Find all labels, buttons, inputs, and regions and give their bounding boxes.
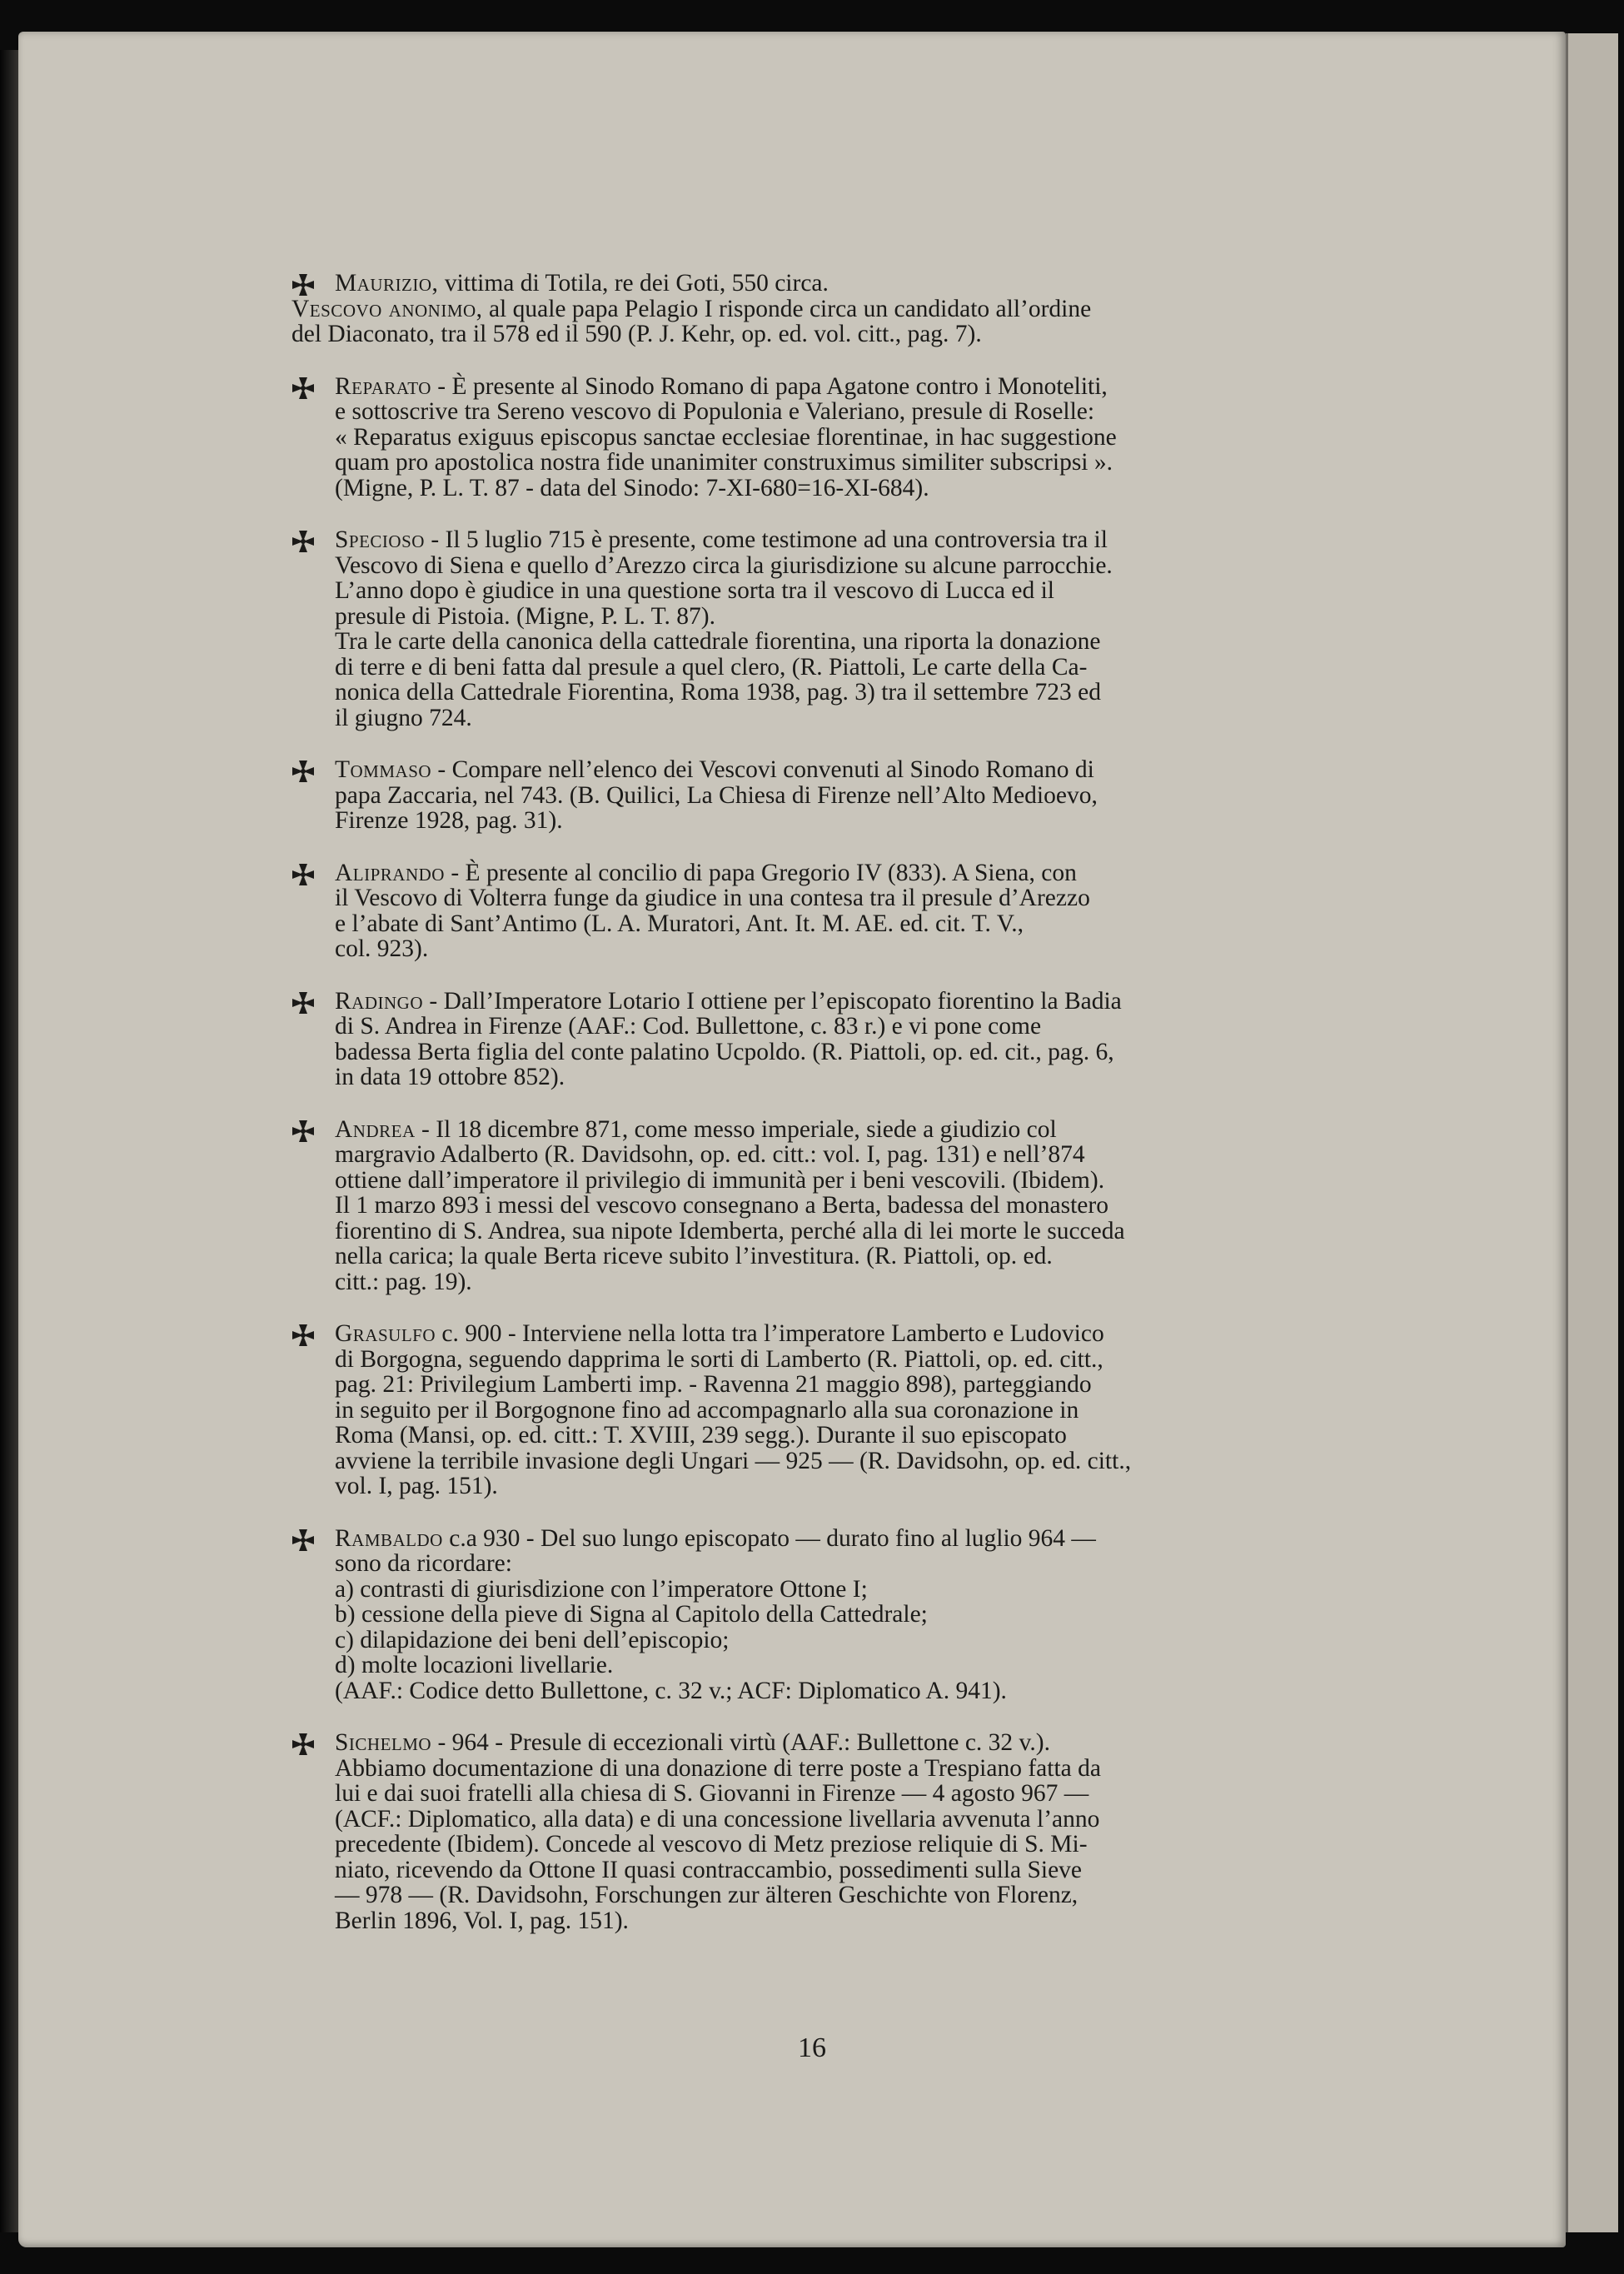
entry-line [335, 374, 1341, 400]
entry-line [335, 1117, 1341, 1143]
entry-line [335, 450, 1341, 476]
line-text: il Vescovo di Volterra funge da giudice in una contesa tra il presule d’Arezzo [335, 885, 1090, 911]
line-text: c.a 930 - Del suo lungo episcopato — durato fino al luglio 964 — [449, 1524, 1096, 1552]
entry-line [335, 1168, 1341, 1194]
line-text: di Borgogna, seguendo dapprima le sorti di Lamberto (R. Piattoli, op. ed. citt., [335, 1345, 1103, 1373]
bishop-entry [291, 297, 1341, 347]
entry-text [335, 989, 1341, 1090]
line-text: - È presente al concilio di papa Gregorio IV (833). A Siena, con [451, 859, 1077, 886]
line-text: e l’abate di Sant’Antimo (L. A. Muratori, Ant. It. M. AE. ed. cit. T. V., [335, 910, 1024, 937]
line-text: col. 923). [335, 935, 429, 962]
entry-line [335, 578, 1341, 604]
line-text: precedente (Ibidem). Concede al vescovo di Metz preziose reliquie di S. Mi- [335, 1831, 1088, 1858]
entry-line [335, 1678, 1341, 1704]
entry-line [335, 1551, 1341, 1577]
bishop-name: Reparato [335, 372, 431, 400]
page-number: 16 [798, 2032, 826, 2063]
bishop-entry [291, 1321, 1341, 1499]
entry-text [335, 374, 1341, 501]
entry-line [335, 706, 1341, 731]
entry-line [335, 989, 1341, 1015]
bishop-entry [291, 374, 1341, 501]
entry-line [335, 604, 1341, 630]
entry-line [291, 295, 1341, 322]
line-text: badessa Berta figlia del conte palatino Ucpoldo. (R. Piattoli, op. ed. cit., pag. 6, [335, 1038, 1114, 1065]
line-text: di terre e di beni fatta dal presule a quel clero, (R. Piattoli, Le carte della Ca- [335, 653, 1088, 681]
entry-line [335, 1040, 1341, 1065]
bishop-entry [291, 1730, 1341, 1933]
entry-line [335, 553, 1341, 579]
line-text: - Dall’Imperatore Lotario I ottiene per l’episcopato fiorentino la Badia [429, 987, 1122, 1015]
line-text: presule di Pistoia. (Migne, P. L. T. 87). [335, 602, 715, 630]
cross-pattee-icon [291, 991, 315, 1015]
entry-text [335, 1730, 1341, 1933]
entry-line [335, 1883, 1341, 1908]
page-left-shadow [0, 50, 20, 2232]
bishop-name: Andrea [335, 1115, 416, 1143]
line-text: pag. 21: Privilegium Lamberti imp. - Ravenna 21 maggio 898), parteggiando [335, 1371, 1092, 1398]
bishop-entry [291, 271, 1341, 297]
entry-line [335, 1244, 1341, 1269]
entry-line [335, 655, 1341, 681]
entry-line [335, 1858, 1341, 1883]
bishop-entry [291, 860, 1341, 962]
line-text: Abbiamo documentazione di una donazione di terre poste a Trespiano fatta da [335, 1754, 1101, 1782]
entry-line [335, 527, 1341, 553]
bishop-name: Aliprando [335, 859, 445, 886]
entry-line [335, 1193, 1341, 1219]
line-text: a) contrasti di giurisdizione con l’imperatore Ottone I; [335, 1575, 868, 1603]
entry-line [335, 936, 1341, 962]
cross-pattee-icon [291, 1528, 315, 1552]
entry-line [335, 1577, 1341, 1603]
bishop-name: Sichelmo [335, 1729, 432, 1756]
entry-text [335, 271, 1341, 297]
line-text: Firenze 1928, pag. 31). [335, 807, 563, 834]
entry-line [335, 629, 1341, 655]
entry-line [335, 808, 1341, 834]
entry-text [335, 527, 1341, 731]
cross-pattee-icon [291, 760, 315, 783]
entry-line [335, 1474, 1341, 1499]
bishop-name: Radingo [335, 987, 423, 1015]
line-text: sono da ricordare: [335, 1550, 512, 1577]
line-text: Il 1 marzo 893 i messi del vescovo consegnano a Berta, badessa del monastero [335, 1192, 1108, 1219]
entry-line [335, 1321, 1341, 1347]
entry-line [335, 680, 1341, 706]
entry-line [335, 1269, 1341, 1295]
line-text: Tra le carte della canonica della cattedrale fiorentina, una riporta la donazione [335, 628, 1101, 655]
line-text: di S. Andrea in Firenze (AAF.: Cod. Bullettone, c. 83 r.) e vi pone come [335, 1013, 1042, 1040]
line-text: il giugno 724. [335, 704, 472, 731]
line-text: al quale papa Pelagio I risponde circa un candidato all’ordine [488, 295, 1092, 322]
line-text: « Reparatus exiguus episcopus sanctae ecclesiae florentinae, in hac suggestione [335, 423, 1117, 451]
line-text: papa Zaccaria, nel 743. (B. Quilici, La Chiesa di Firenze nell’Alto Medioevo, [335, 781, 1098, 809]
line-text: c) dilapidazione dei beni dell’episcopio; [335, 1626, 730, 1653]
facing-page-edge [1566, 33, 1618, 2232]
entry-line [335, 1014, 1341, 1040]
bishop-name: Specioso [335, 526, 425, 553]
entry-line [335, 1756, 1341, 1782]
line-text: in data 19 ottobre 852). [335, 1064, 565, 1090]
entry-line [335, 1372, 1341, 1398]
line-text: vol. I, pag. 151). [335, 1473, 498, 1499]
line-text: (AAF.: Codice detto Bullettone, c. 32 v.; ACF: Diplomatico A. 941). [335, 1677, 1007, 1704]
entry-text [335, 1321, 1341, 1499]
entry-text [335, 1117, 1341, 1295]
line-text: - È presente al Sinodo Romano di papa Agatone contro i Monoteliti, [437, 372, 1108, 400]
entry-line [335, 1526, 1341, 1552]
line-text: — 978 — (R. Davidsohn, Forschungen zur älteren Geschichte von Florenz, [335, 1882, 1079, 1908]
line-text: ottiene dall’imperatore il privilegio di immunità per i beni vescovili. (Ibidem). [335, 1166, 1105, 1194]
line-text: Roma (Mansi, op. ed. citt.: T. XVIII, 239 segg.). Durante il suo episcopato [335, 1422, 1067, 1449]
line-text: - Il 5 luglio 715 è presente, come testimone ad una controversia tra il [431, 526, 1108, 553]
entry-line [335, 1449, 1341, 1474]
line-text: Berlin 1896, Vol. I, pag. 151). [335, 1907, 629, 1934]
entry-line [335, 757, 1341, 783]
entry-text [335, 860, 1341, 962]
cross-pattee-icon [291, 1324, 315, 1347]
entry-line [335, 476, 1341, 501]
cross-pattee-icon [291, 377, 315, 400]
cross-pattee-icon [291, 273, 315, 297]
line-text: in seguito per il Borgognone fino ad accompagnarlo alla sua coronazione in [335, 1396, 1079, 1424]
bishop-entry [291, 527, 1341, 731]
entry-line [335, 425, 1341, 451]
line-text: margravio Adalberto (R. Davidsohn, op. ed. citt.: vol. I, pag. 131) e nell’874 [335, 1141, 1085, 1168]
entry-line [335, 783, 1341, 809]
entry-line [335, 399, 1341, 425]
bishop-entry [291, 1117, 1341, 1295]
line-text: nonica della Cattedrale Fiorentina, Roma 1938, pag. 3) tra il settembre 723 ed [335, 679, 1101, 706]
bishop-name: Rambaldo [335, 1524, 443, 1552]
entry-text [335, 757, 1341, 834]
line-text: b) cessione della pieve di Signa al Capitolo della Cattedrale; [335, 1601, 928, 1628]
bishop-name: Maurizio, [335, 270, 439, 297]
line-text: Vescovo di Siena e quello d’Arezzo circa la giurisdizione su alcune parrocchie. [335, 551, 1113, 579]
bishop-name: Grasulfo [335, 1320, 436, 1347]
line-text: (ACF.: Diplomatico, alla data) e di una concessione livellaria avvenuta l’anno [335, 1805, 1100, 1833]
entry-line [335, 1423, 1341, 1449]
entry-text [291, 297, 1341, 347]
entry-line [335, 1219, 1341, 1244]
entry-line [291, 321, 1341, 347]
entry-line [335, 1908, 1341, 1934]
bishop-entry [291, 757, 1341, 834]
entry-line [335, 885, 1341, 911]
line-text: del Diaconato, tra il 578 ed il 590 (P. J. Kehr, op. ed. vol. citt., pag. 7). [291, 321, 982, 347]
line-text: - 964 - Presule di eccezionali virtù (AAF.: Bullettone c. 32 v.). [437, 1729, 1050, 1756]
bishop-entry [291, 1526, 1341, 1704]
line-text: c. 900 - Interviene nella lotta tra l’imperatore Lamberto e Ludovico [441, 1320, 1104, 1347]
cross-pattee-icon [291, 863, 315, 886]
entry-line [335, 1628, 1341, 1653]
entry-line [335, 1602, 1341, 1628]
line-text: niato, ricevendo da Ottone II quasi contraccambio, possedimenti sulla Sieve [335, 1856, 1083, 1883]
entry-line [335, 1832, 1341, 1858]
line-text: (Migne, P. L. T. 87 - data del Sinodo: 7-XI-680=16-XI-684). [335, 474, 929, 501]
bishop-name: Tommaso [335, 756, 432, 783]
cross-pattee-icon [291, 1733, 315, 1756]
cross-pattee-icon [291, 1120, 315, 1143]
line-text: d) molte locazioni livellarie. [335, 1652, 614, 1678]
line-text: vittima di Totila, re dei Goti, 550 circa. [444, 270, 829, 297]
line-text: - Compare nell’elenco dei Vescovi convenuti al Sinodo Romano di [437, 756, 1094, 783]
line-text: avviene la terribile invasione degli Ungari — 925 — (R. Davidsohn, op. ed. citt., [335, 1447, 1132, 1474]
entry-line [335, 1142, 1341, 1168]
entry-line [335, 860, 1341, 886]
entry-line [335, 1347, 1341, 1373]
line-text: citt.: pag. 19). [335, 1268, 472, 1295]
bishop-entry [291, 989, 1341, 1090]
line-text: L’anno dopo è giudice in una questione sorta tra il vescovo di Lucca ed il [335, 577, 1054, 604]
line-text: e sottoscrive tra Sereno vescovo di Populonia e Valeriano, presule di Roselle: [335, 398, 1095, 425]
line-text: fiorentino di S. Andrea, sua nipote Idemberta, perché alla di lei morte le succeda [335, 1217, 1125, 1244]
line-text: lui e dai suoi fratelli alla chiesa di S. Giovanni in Firenze — 4 agosto 967 — [335, 1780, 1089, 1807]
line-text: nella carica; la quale Berta riceve subito l’investitura. (R. Piattoli, op. ed. [335, 1243, 1053, 1269]
entry-line [335, 1065, 1341, 1090]
entry-line [335, 1807, 1341, 1833]
entry-text [335, 1526, 1341, 1704]
entry-line [335, 1398, 1341, 1424]
entry-line [335, 911, 1341, 937]
entry-line [335, 271, 1341, 297]
entry-line [335, 1730, 1341, 1756]
line-text: quam pro apostolica nostra fide unanimiter construximus similiter subscripsi ». [335, 449, 1113, 476]
bishop-name: Vescovo anonimo, [291, 295, 483, 322]
entry-line [335, 1781, 1341, 1807]
entry-line [335, 1653, 1341, 1678]
page-body [291, 271, 1341, 1960]
line-text: - Il 18 dicembre 871, come messo imperiale, siede a giudizio col [421, 1115, 1057, 1143]
cross-pattee-icon [291, 530, 315, 553]
